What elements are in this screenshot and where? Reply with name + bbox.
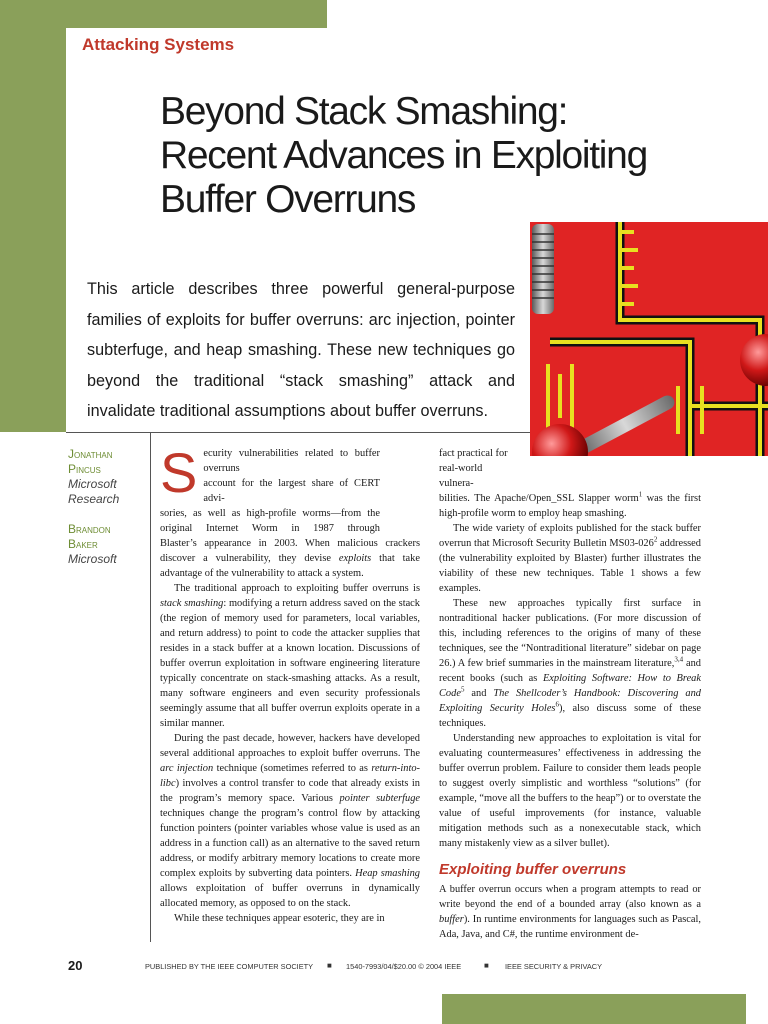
body-paragraph [439, 596, 701, 731]
body-paragraph: Understanding new approaches to exploitation is vital for evaluating countermeasures’ effectiveness in addressing the buffer overrun problem. Failure to consider them leads people to suggest overly simplistic and worthless “solutions” (for example, “move all the buffers to the heap”) or to overstate the value of useful improvements (for instance, valuable mitigation methods such as a nonexecutable stack, which many mistakenly view as a silver bullet). [439, 733, 701, 849]
emphasis: pointer subterfuge [339, 793, 420, 804]
column-separator [150, 432, 151, 942]
footnote-ref: 6 [555, 700, 559, 709]
text-run: that take advantage of the vulnerability to attack a system. [160, 553, 420, 579]
footnote-ref: 5 [460, 685, 465, 694]
wrap-line: original Internet Worm in 1987 through [160, 523, 380, 534]
body-paragraph [439, 521, 701, 596]
footer-issn: 1540-7993/04/$20.00 © 2004 IEEE [346, 962, 462, 971]
body-paragraph [439, 882, 701, 942]
title-line: Buffer Overruns [160, 178, 416, 221]
horizontal-rule [66, 432, 530, 433]
author-name: Brandon [68, 522, 111, 536]
text-run: : modifying a return address saved on the stack (the region of memory used for parameters, local variables, and return address) to point to code the attacker supplies that resides in a stack buffer at a known location. Discussions of buffer overrun exploitation in software engineering literature typically concentrate on stack-smashing attacks. As a result, many software engineers and even security professionals seemingly assume that all buffer overrun exploits operate in a similar manner. [160, 598, 420, 729]
text-run: The traditional approach to exploiting buffer overruns is [174, 583, 420, 594]
footer-separator: ■ [327, 961, 332, 970]
title-line: Recent Advances in Exploiting [160, 134, 647, 177]
emphasis: Exploiting Software: How to Break Code [439, 673, 701, 699]
footnote-ref: 1 [638, 490, 643, 499]
wrap-line: fact practical for [439, 448, 508, 459]
footer-separator: ■ [484, 961, 489, 970]
body-paragraph [160, 731, 420, 911]
page-number: 20 [68, 958, 83, 973]
wrap-line: ecurity vulnerabilities related to buffer overruns [203, 448, 380, 474]
author-affiliation: Research [68, 492, 120, 506]
emphasis: exploits [338, 553, 372, 564]
footer-publisher: PUBLISHED BY THE IEEE COMPUTER SOCIETY [145, 962, 314, 971]
emphasis: stack smashing [160, 598, 224, 609]
text-run: During the past decade, however, hackers have developed several additional approaches to exploit buffer overruns. The [160, 733, 420, 759]
text-run: The wide variety of exploits published for the stack buffer overrun that Microsoft Security Bulletin MS03-026 [439, 523, 701, 549]
text-run: was the first high-profile worm to employ heap smashing. [439, 493, 701, 519]
article-abstract: This article describes three powerful general-purpose families of exploits for buffer overruns: arc injection, pointer subterfuge, and heap smashing. These new techniques go beyond the traditional “stack smashing” attack and invalidate traditional assumptions about buffer overruns. [87, 280, 515, 421]
author-block [68, 522, 148, 567]
text-run: bilities. The Apache/Open_SSL Slapper worm [439, 493, 639, 504]
author-block [68, 447, 148, 507]
text-run: These new approaches typically first surface in nontraditional hacker publications. (For more discussion of this, including references to the origins of many of these techniques, see the “Nontraditional literature” sidebar on page 26.) A few brief summaries in the mainstream literature, [439, 598, 701, 669]
emphasis: arc injection [160, 763, 214, 774]
emphasis: return-into-libc [160, 763, 420, 789]
emphasis: buffer [439, 914, 464, 925]
wrap-line: account for the largest share of CERT advi- [203, 478, 380, 504]
author-affiliation: Microsoft [68, 477, 117, 491]
section-heading: Exploiting buffer overruns [439, 861, 627, 878]
body-paragraph [160, 446, 420, 581]
drop-cap: S [160, 446, 198, 504]
emphasis: The Shellcoder’s Handbook: Discovering and Exploiting Security Holes [439, 688, 701, 714]
bottom-color-bar [442, 994, 746, 1024]
text-run: ). In runtime environments for languages such as Pascal, Ada, Java, and C#, the runtime environment de- [439, 914, 701, 940]
footnote-ref: 3,4 [674, 655, 684, 664]
text-run: addressed (the vulnerability exploited by Blaster) further illustrates the viability of these new techniques. Table 1 shows a few examples. [439, 538, 701, 594]
body-paragraph: While these techniques appear esoteric, they are in [174, 913, 385, 924]
text-run: A buffer overrun occurs when a program attempts to read or write beyond the end of a bounded array (also known as a [439, 884, 701, 910]
wrap-line: real-world vulnera- [439, 463, 483, 489]
article-title [160, 90, 720, 222]
title-line: Beyond Stack Smashing: [160, 90, 568, 133]
circuit-illustration [530, 222, 768, 456]
author-affiliation: Microsoft [68, 552, 117, 566]
page-footer [0, 958, 768, 978]
author-name: Pincus [68, 462, 101, 476]
body-column-2 [439, 446, 701, 942]
text-run: techniques change the program’s control flow by attacking function pointers (pointer variables whose value is used as an address in a function call) as an alternative to the saved return address, or modify arbitrary memory locations to create more complex exploits by subverting data pointers. [160, 808, 420, 879]
top-color-bar [0, 0, 327, 28]
footnote-ref: 2 [653, 535, 658, 544]
text-run: ) involves a control transfer to code that already exists in the program’s memory space. Various [160, 778, 420, 804]
text-run: and recent books (such as [439, 658, 701, 684]
body-paragraph [439, 446, 701, 521]
body-paragraph [160, 581, 420, 731]
text-run: and [464, 688, 494, 699]
wrap-line: sories, as well as high-profile worms—from the [160, 508, 380, 519]
text-run: technique (sometimes referred to as [213, 763, 372, 774]
author-name: Baker [68, 537, 98, 551]
left-color-bar [0, 28, 66, 432]
emphasis: Heap smashing [355, 868, 420, 879]
text-run: Blaster’s appearance in 2003. When malicious crackers discover a vulnerability, they devise [160, 538, 420, 564]
section-label: Attacking Systems [82, 35, 235, 54]
metal-connector [532, 224, 554, 314]
author-list [68, 447, 148, 582]
text-run: allows exploitation of buffer overruns in dynamically allocated memory, as opposed to on the stack. [160, 883, 420, 909]
author-name: Jonathan [68, 447, 113, 461]
text-run: ), also discuss some of these techniques. [439, 703, 701, 729]
body-column-1 [160, 446, 420, 942]
footer-magazine: IEEE SECURITY & PRIVACY [505, 962, 603, 971]
